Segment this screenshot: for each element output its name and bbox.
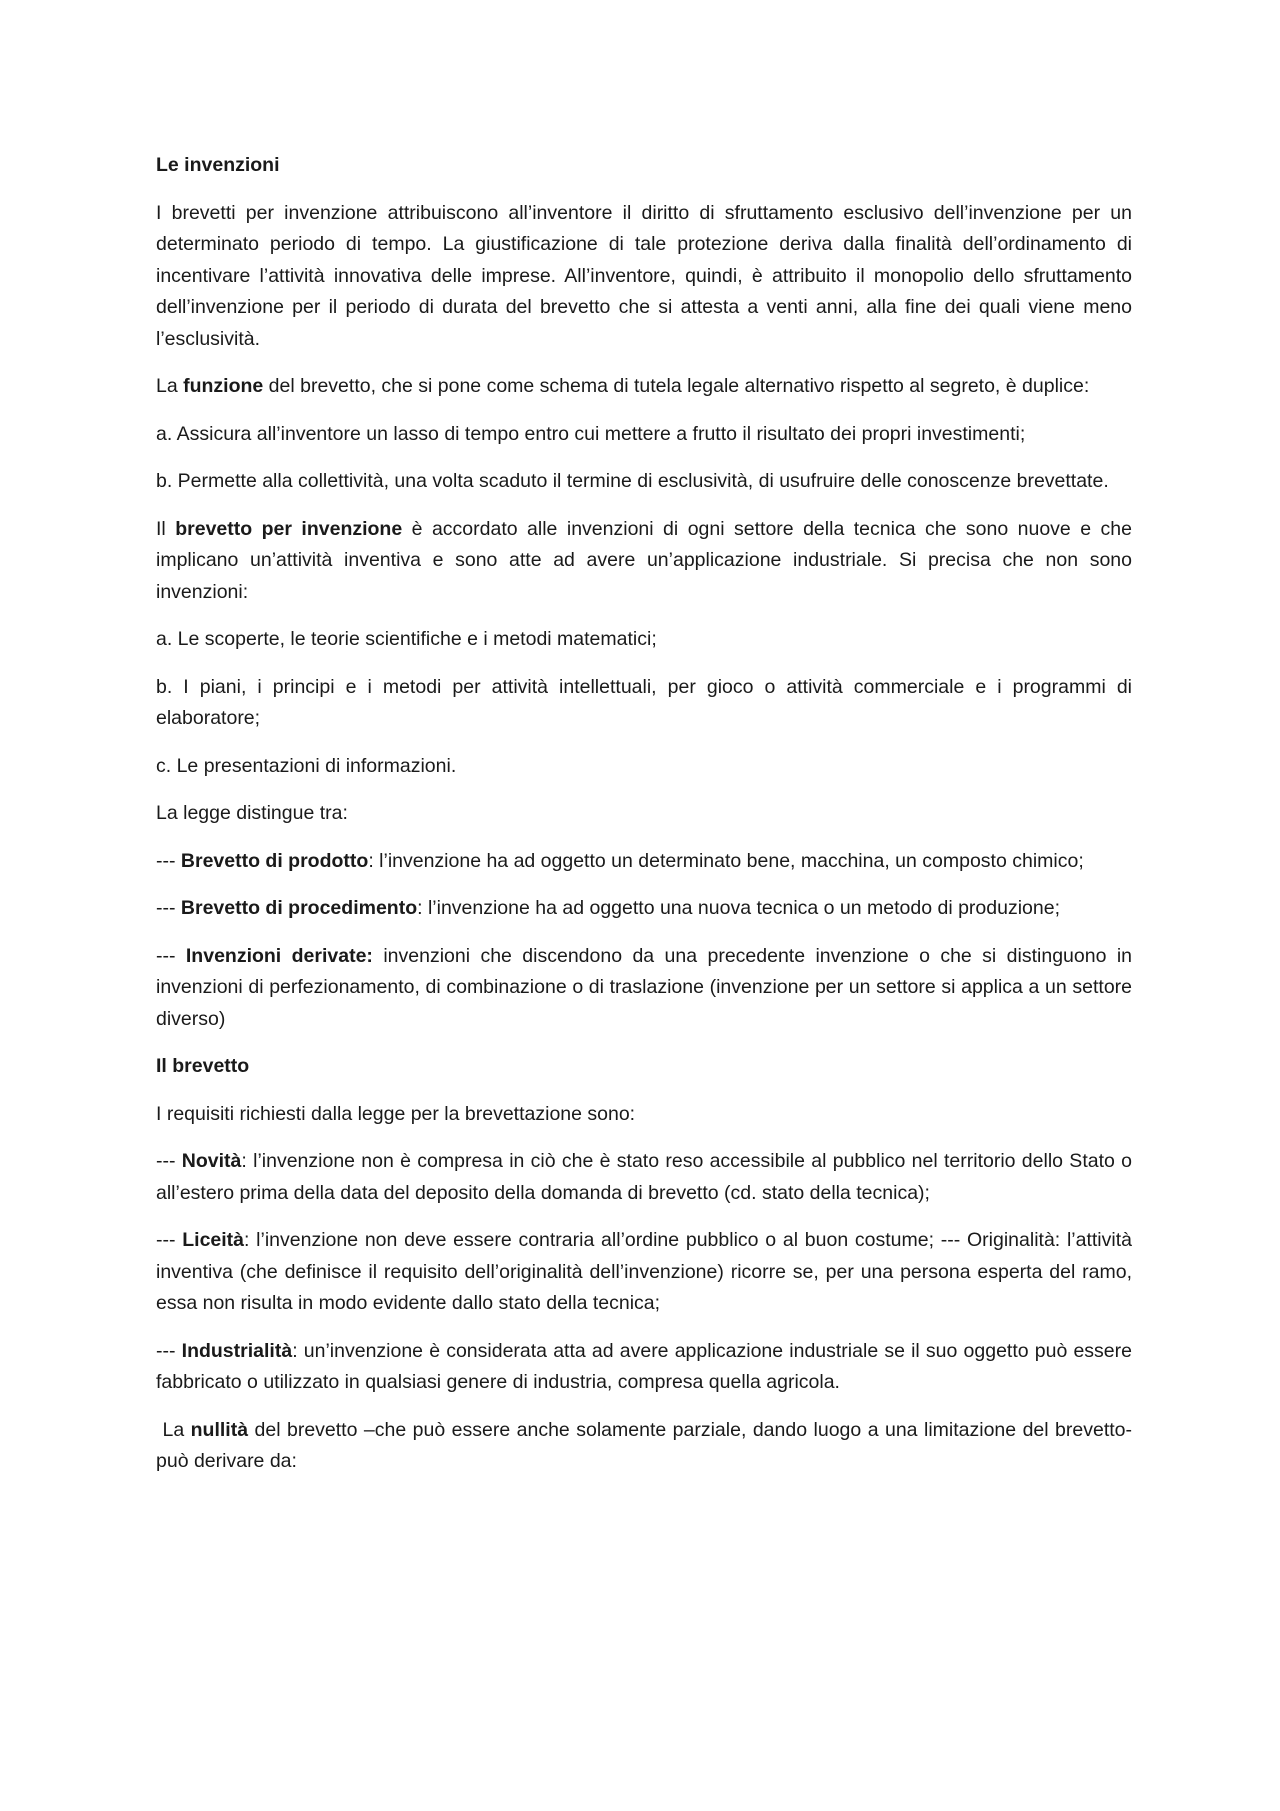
paragraph-brevetto-per-invenzione: Il brevetto per invenzione è accordato alle invenzioni di ogni settore della tecnica che sono nuove e che implicano un’attività inventiva e sono atte ad avere un’applicazione industriale. Si precisa che non sono invenzioni:	[156, 517, 1132, 603]
list-item-novita: --- Novità: l’invenzione non è compresa in ciò che è stato reso accessibile al pubblico nel territorio dello Stato o all’estero prima della data del deposito della domanda di brevetto (cd. stato della tecnica);	[156, 1150, 1132, 1204]
list-item-non-invenzioni-a: a. Le scoperte, le teorie scientifiche e i metodi matematici;	[156, 628, 657, 650]
list-item-non-invenzioni-b: b. I piani, i principi e i metodi per attività intellettuali, per gioco o attività commerciale e i programmi di elaboratore;	[156, 675, 1132, 729]
paragraph-brevetti-intro: I brevetti per invenzione attribuiscono all’inventore il diritto di sfruttamento esclusivo dell’invenzione per un determinato periodo di tempo. La giustificazione di tale protezione deriva dalla finalità dell’ordinamento di incentivare l’attività innovativa delle imprese. All’inventore, quindi, è attribuito il monopolio dello sfruttamento dell’invenzione per il periodo di durata del brevetto che si attesta a venti anni, alla fine dei quali viene meno l’esclusività.	[156, 201, 1132, 350]
list-item-industrialita: --- Industrialità: un’invenzione è considerata atta ad avere applicazione industriale se il suo oggetto può essere fabbricato o utilizzato in qualsiasi genere di industria, compresa quella agricola.	[156, 1339, 1132, 1393]
document-page	[156, 150, 1138, 1494]
section-heading-brevetto: Il brevetto	[156, 1055, 250, 1077]
list-item-funzione-b: b. Permette alla collettività, una volta scaduto il termine di esclusività, di usufruire delle conoscenze brevettate.	[156, 470, 1109, 492]
list-item-invenzioni-derivate: --- Invenzioni derivate: invenzioni che discendono da una precedente invenzione o che si distinguono in invenzioni di perfezionamento, di combinazione o di traslazione (invenzione per un settore si applica a un settore diverso)	[156, 944, 1132, 1030]
paragraph-legge-distingue: La legge distingue tra:	[156, 802, 348, 824]
paragraph-requisiti: I requisiti richiesti dalla legge per la brevettazione sono:	[156, 1102, 636, 1125]
list-item-brevetto-procedimento: --- Brevetto di procedimento: l’invenzione ha ad oggetto una nuova tecnica o un metodo di produzione;	[156, 897, 1060, 919]
list-item-funzione-a: a. Assicura all’inventore un lasso di tempo entro cui mettere a frutto il risultato dei propri investimenti;	[156, 422, 1026, 445]
section-heading-invenzioni: Le invenzioni	[156, 154, 280, 176]
list-item-brevetto-prodotto: --- Brevetto di prodotto: l’invenzione ha ad oggetto un determinato bene, macchina, un composto chimico;	[156, 849, 1084, 872]
paragraph-nullita: La nullità del brevetto –che può essere anche solamente parziale, dando luogo a una limitazione del brevetto- può derivare da:	[156, 1418, 1138, 1472]
list-item-non-invenzioni-c: c. Le presentazioni di informazioni.	[156, 754, 457, 777]
paragraph-funzione: La funzione del brevetto, che si pone come schema di tutela legale alternativo rispetto al segreto, è duplice:	[156, 375, 1090, 397]
list-item-liceita: --- Liceità: l’invenzione non deve essere contraria all’ordine pubblico o al buon costume; --- Originalità: l’attività inventiva (che definisce il requisito dell’originalità dell’invenzione) ricorre se, per una persona esperta del ramo, essa non risulta in modo evidente dallo stato della tecnica;	[156, 1229, 1132, 1314]
